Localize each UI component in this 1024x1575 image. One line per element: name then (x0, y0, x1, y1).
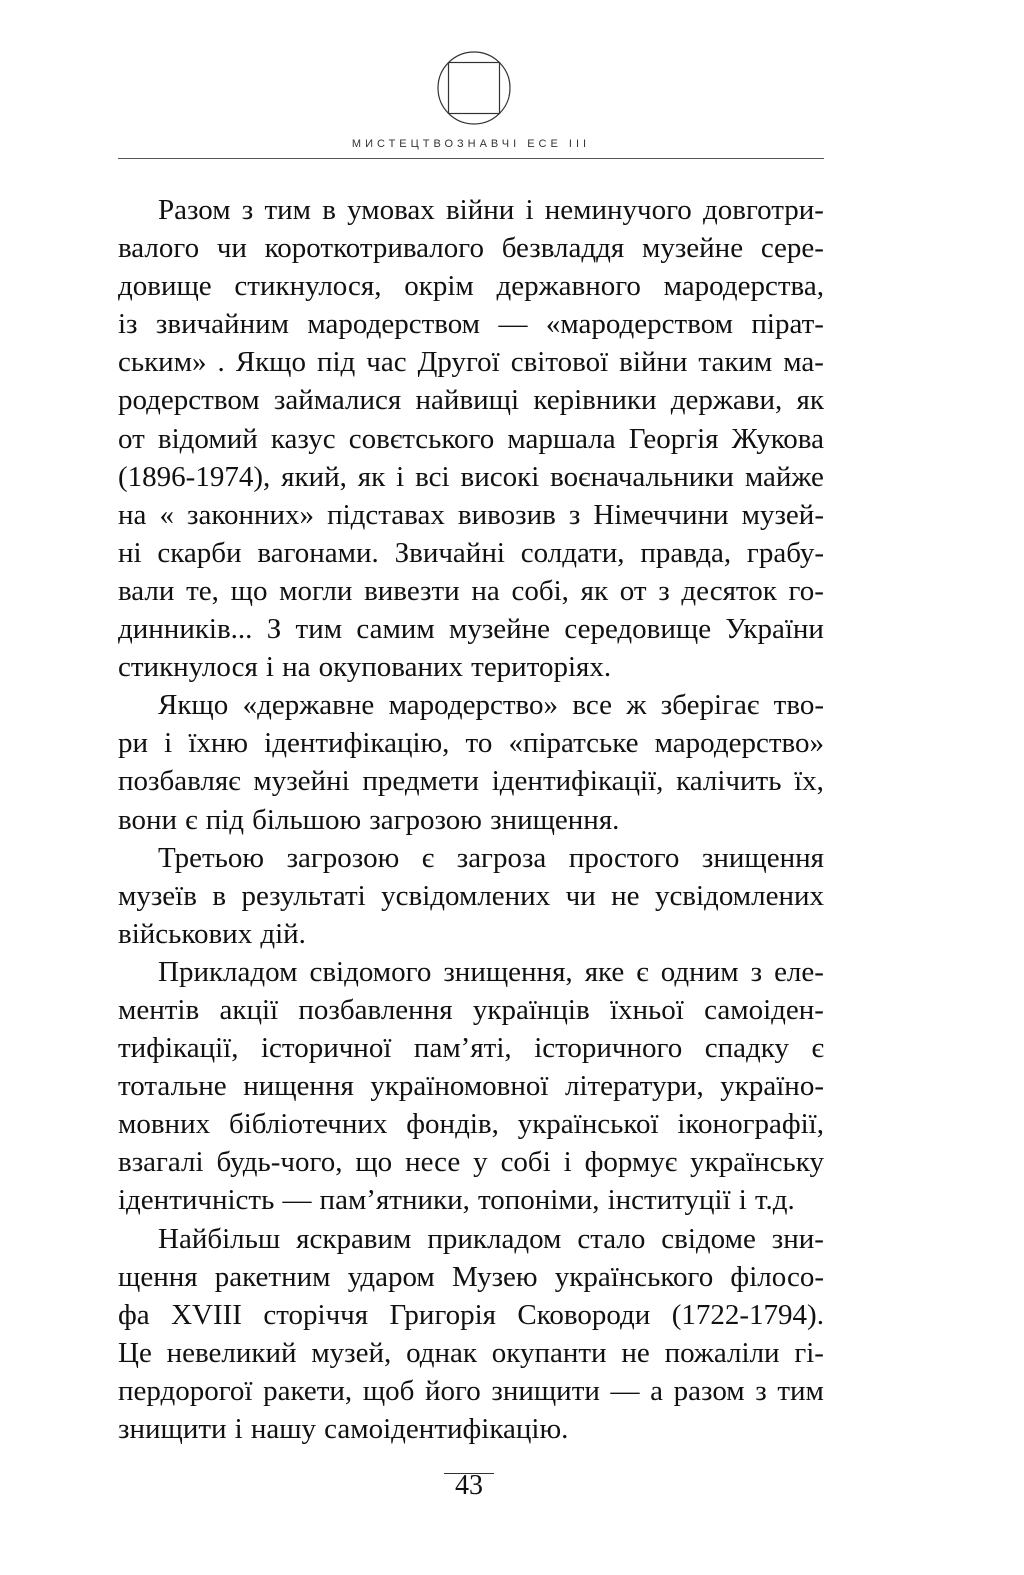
text-line: Третьою загрозою є загроза простого знищення (158, 841, 824, 874)
text-line: (1896-1974), який, як і всі високі воєначальники майже (118, 460, 824, 493)
text-line: вони є під більшою загрозою знищення. (118, 803, 620, 836)
text-line: довище стикнулося, окрім державного мародерства, (118, 270, 824, 303)
text-line: із звичайним мародерством — «мародерством пірат- (118, 308, 824, 341)
text-line: Якщо «державне мародерство» все ж зберігає тво- (158, 689, 824, 722)
text-line: вали те, що могли вивезти на собі, як от з десяток го- (118, 574, 824, 607)
text-line: валого чи короткотривалого безвладдя музейне сере- (118, 232, 824, 265)
text-line: тифікації, історичної пам’яті, історичного спадку є (118, 1032, 824, 1065)
text-line: знищити і нашу самоідентифікацію. (118, 1413, 569, 1445)
text-line: стикнулося і на окупованих територіях. (118, 651, 612, 684)
text-line: тотальне нищення україномовної літератури, україно- (118, 1070, 824, 1103)
text-line: пердорогої ракети, щоб його знищити — а разом з тим (118, 1374, 824, 1407)
text-line: щення ракетним ударом Музею українського філосо- (118, 1260, 824, 1293)
text-line: ні скарби вагонами. Звичайні солдати, правда, грабу- (118, 536, 824, 569)
text-line: фа XVIII сторіччя Григорія Сковороди (1722-1794). (118, 1298, 824, 1331)
text-line: ським» . Якщо під час Другої світової війни таким ма- (118, 346, 824, 379)
text-line: Разом з тим в умовах війни і неминучого довготри- (158, 194, 824, 226)
page-number: 43 (455, 1470, 483, 1501)
text-line: взагалі будь-чого, що несе у собі і формує українську (118, 1146, 824, 1179)
text-line: Це невеликий музей, однак окупанти не пожаліли гі- (118, 1336, 824, 1369)
text-line: ри і їхню ідентифікацію, то «піратське мародерство» (118, 727, 824, 760)
text-line: на « законних» підставах вивозив з Німеччини музей- (118, 498, 824, 531)
text-line: мовних бібліотечних фондів, української іконографії, (118, 1108, 824, 1141)
text-line: музеїв в результаті усвідомлених чи не усвідомлених (118, 879, 824, 912)
circle-square-emblem-icon (436, 50, 512, 126)
text-line: Найбільш яскравим прикладом стало свідоме зни- (158, 1222, 824, 1255)
text-line: ментів акції позбавлення українців їхньої самоіден- (118, 993, 824, 1026)
running-head: МИСТЕЦТВОЗНАВЧІ ЕСЕ III (351, 138, 591, 150)
text-line: от відомий казус совєтського маршала Георгія Жукова (118, 422, 824, 455)
text-line: динників... З тим самим музейне середовище України (118, 613, 824, 646)
text-line: Прикладом свідомого знищення, яке є одним з еле- (158, 955, 824, 988)
body-text (118, 191, 824, 1448)
text-line: позбавляє музейні предмети ідентифікації, калічить їх, (118, 765, 824, 798)
text-line: ідентичність — пам’ятники, топоніми, інституції і т.д. (118, 1184, 795, 1217)
text-line: військових дій. (118, 917, 306, 950)
text-line: родерством займалися найвищі керівники держави, як (118, 384, 824, 417)
header-rule (118, 158, 824, 159)
